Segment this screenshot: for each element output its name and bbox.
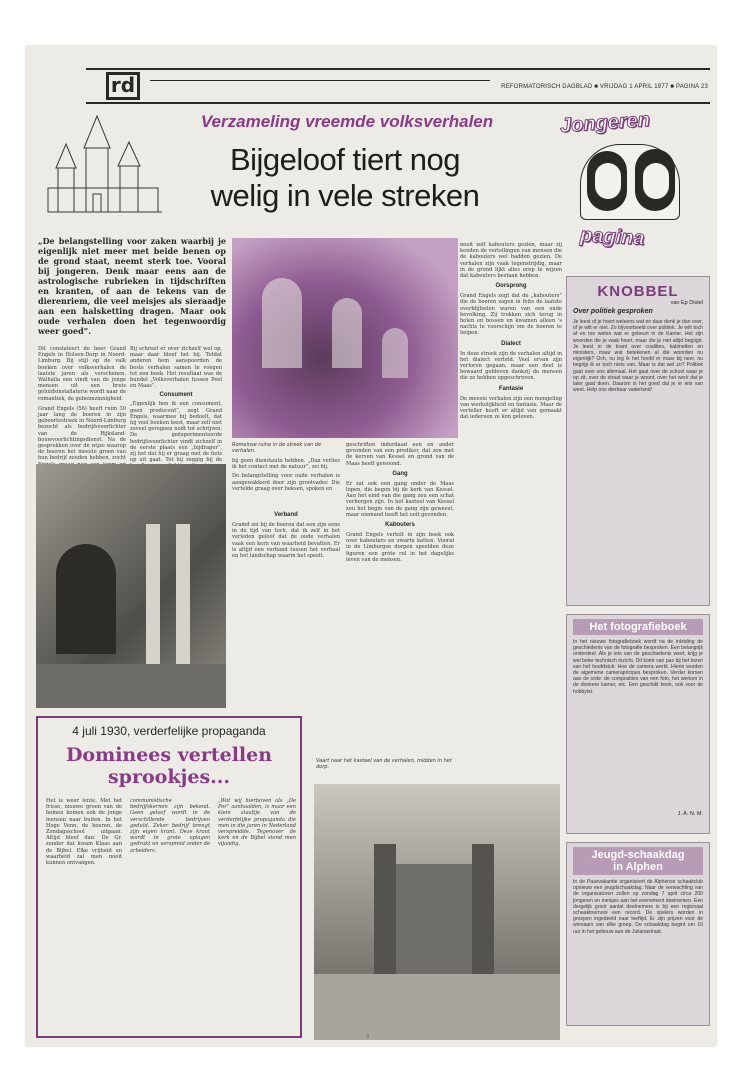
faces-illustration [580,144,680,220]
propaganda-col1: Het is weer lente. Met het frisse, nieuwe groen van de bomen komen ook de jonge mensen naar buiten. In het Hoge Venn, de boeren, de Zondagsschool uitgaan. Altijd bleef dan: De Gr. zonder dat kwam Klaas aan de Bijbel. Elke vrijheid en waarheid zal men nooit kunnen ontvangen. [46,798,122,867]
knobbel-byline: van Ep Distel [670,300,703,306]
knobbel-text: Je leest of je hoort weleens wat en daar denk je dan over, of je wilt er niet. Zo bijvoorbeeld over politiek. Je wilt toch af en toe weten wat er gebeurt in de Kamer. Het zijn woorden die je vaak hoort, maar die je niet altijd begrijpt. Je leest in de krant over coalities, kabinetten en ministers, maar wat betekenen al die woorden nu eigenlijk? Och, nu leg ik het hoofd er maar bij neer, nu begrijp ik er toch niets van. Maar is dat wel zo? Politiek gaat over ons allemaal. Het gaat over de school waar je op zit, over de straat waar je woont, over het werk dat je later gaat doen. Daarom is het goed dat je er iets van weet. Help ons dierbaar vaderland! [573,319,703,394]
castle-illustration [38,108,168,228]
subhead-dialect: Dialect [501,340,521,347]
propaganda-head: 4 juli 1930, verderfelijke propaganda [72,724,266,738]
col3-para2: De belangstelling voor oude verhalen is aangewakkerd door zijn grootvader. Die vertelde graag over heksen, spoken en [232,473,340,492]
headline-line2: welig in vele streken [210,178,480,213]
article-col4 [346,442,454,654]
subhead-verband: Verband [274,512,298,518]
ruin-photo [232,238,458,438]
propaganda-col3: „Wat wij hierboven als „De Por” aanhaalden, is maar een klein staaltje van de verderfelijke propaganda die men in die jaren in Nederland verspreidde. Tegenover de kerk en de Bijbel stond men vijandig. [218,798,296,848]
col4-para3: Grand Engels vertelt in zijn boek ook over kabouters en zwarte katten. Vooral in de Limburgse dorpen speelden deze figuren een grote rol in het dagelijks leven van de mensen. [346,532,454,563]
courtyard-photo [36,464,226,708]
rd-logo: rd [106,72,140,100]
headline-line1: Bijgeloof tiert nog [229,142,461,177]
knobbel-subtitle: Over politiek gesproken [573,308,653,315]
castle-photo-caption: Vaart naar het kasteel van de verhalen, midden in het dorp. [316,758,452,770]
propaganda-col2: communistische bedrijfskernen zijn bekend. Geen geloof wordt in de verschillende bedrijven geduld. Zeker bedrijf brengt zijn eigen krant. Deze krant wordt in grote oplagen gedrukt en verspreid onder de arbeiders. [130,798,210,854]
col2-para2: „Eigenlijk ben ik een consument, geen producent”, zegt Grand Engels, waarmee hij bedoelt, dat hij veel boeken leest, maar zelf niet zoveel geregeen nodt tot schrijven. De geëxperimenteerde bedrijfsvoorlichter vindt zichzelf in de eerste plaats een „bijdrager”, zij het dat hij er graag met de fiets op uit gaat. Tot hij zeggig bij de [130,401,222,464]
newspaper-page [26,46,716,1046]
article-col1 [38,346,126,462]
article-lead: „De belangstelling voor zaken waarbij je eigenlijk niet meer met beide benen op de grond staat, neemt sterk toe. Vooral bij jongeren. Denk maar eens aan de astrologische rubrieken in tijdschriften en kranten, of aan de tekens van de dierenriem, die veel meisjes als sieraadje aan een halsketting dragen. Maar ook oude verhalen doen het tegenwoordig weer goed”. [38,236,226,336]
jongeren-label: Jongeren [559,108,651,138]
propaganda-box [36,716,302,1038]
propaganda-title [38,744,300,788]
schaakdag-title-line1: Jeugd-schaakdag [591,849,685,861]
article-col3 [232,458,340,502]
propaganda-title-line1: Dominees vertellen [65,744,273,766]
schaakdag-text: In de Paasvakantie organiseert de Alphense schaakclub opnieuw een jeugdschaakdag. Naar de verwachting van de organisatoren zullen op zondag 7 april circa 200 jongeren en meisjes aan het evenement deelnemen. Een dergelijk groot aantal deelnemers is bij een regionaal schaaktoernooi een record. De spelers worden in groepen ingedeeld naar leeftijd. Er zijn prijzen voor de winnaars van elke groep. De schaakdag begint om 10 uur in het gebouw aan de Julianastraat. [573,879,703,935]
knobbel-box [566,276,710,606]
subhead-gang: Gang [392,470,408,477]
col5-para3: In deze streek zijn de verhalen altijd in het dialect verteld. Veel ervan zijn verloren gegaan, maar een deel is bewaard gebleven dankzij de mensen die ze hebben opgeschreven. [460,350,562,382]
col4-para1: geschriften inderdaad een en ander gevonden van een prediker, dat zou met de kerven van Kessel en grond van de Maas heeft gewoond. [346,442,454,467]
propaganda-title-line2: sprookjes... [107,766,230,788]
article-headline [176,142,514,214]
subhead-consument: Consument [159,392,193,399]
col3-para3: Gramd zei bij de boeren dat een zijn eens in de tijd van toch, dat ik zelf in het verleden geloof dat de oude verhalen vaak een kern van waarheid bevatten. Er is altijd een verband tussen het verhaal en het landschap waarin het speelt. [232,522,340,560]
subhead-oorsprong: Oorsprong [495,283,527,290]
ruin-photo-caption: Romeinse ruïne in de streek van de verhalen. [232,442,322,454]
col5-para1: nooit zelf kabouters gezien, maar zij kenden de vertellingen van mensen die de kabouters wel hadden gezien. De verhalen zijn vaak tegenstrijdig, maar in de grond lijkt alles erop te wijzen dat kabouters bestaan hebben. [460,242,562,280]
fotografieboek-signature: J. A. N. M. [677,811,703,817]
knobbel-title: KNOBBEL [597,283,679,300]
header-rule [86,102,710,104]
jongeren-pagina-header [546,108,710,258]
article-col3-lower [232,508,340,744]
masthead-meta: REFORMATORISCH DAGBLAD ■ VRIJDAG 1 APRIL 1977 ■ PAGINA 23 [501,84,708,90]
col3-para1: bij geen dienstauto hebben. „Dan verlies ik het contact met de natuur”, zei hij. [232,458,340,471]
top-rule [86,68,710,70]
col1-para2: Grand Engels (56) heeft ruim 30 jaar lang de boeren in zijn geboortestreek in Noord-Limburg bezocht als bedrijfsvoorlichter van de Rijksland-bouwvoorlichtingsdienst. Na de gesprekken over de wijze waarop de boeren het meeste groen van hun bedrijf zouden hebben, zocht [38,405,126,462]
col1-para1: Dit constateert de heer Grand Engels in Holsen-Dorp in Noord-Limburg. Bij stijl op de valk boeken over volksverhalen de laatste jaren als verschenen. Walhalla een vindt van de jonge mensen uit een bruis geluidsinstallaterie wordt naar de romantiek, de geheimzinnigheid. [38,346,126,402]
schaakdag-title-line2: in Alphen [613,861,663,873]
schaakdag-title [573,847,703,875]
col4-para2: Er zat ook een gang onder de Maas lopen, die begon bij de kerk van Kessel. Aan het eind van die gang zou een schat verborgen zijn. In het kasteel van Kessel zou het begin van de gang zijn geweest, maar niemand heeft het ooit gevonden. [346,480,454,518]
col5-para4: De meeste verhalen zijn een mengeling van werkelijkheid en fantasie. Maar de verteller heeft er altijd van gemaakt dat iedereen ze kon geloven. [460,395,562,421]
article-col5 [460,242,562,780]
sidebar [566,266,710,1026]
col2-para1: Bij schreef er over zichzelf wel op, maar daar bleef het bij. Totdat anderen hem aanspoorden de beste verhalen samen te voegen tot een boek. Het resultaat was de bundel „Volksverhalen tussen Peel en Maas”. [130,346,222,390]
subhead-kabouters: Kabouters [385,522,415,529]
schaakdag-box [566,842,710,1026]
pagina-label: pagina [579,224,646,250]
fotografieboek-text: In het nieuwe fotografieboek wordt na de inleiding de geschiedenis van de fotografie besproken. Een belangrijk onderdeel. Als je iets van de geschiedenis weet, krijg je wel beter technisch inzicht. Dit komt van pas bij het lezen van het hoofdstuk: Hoe de camera werkt. Hierin worden de algemene camerapricipes besproken. Verder komen aan de orde: de composities van een foto, het werken in de donkere kamer, etc. Een geschikt boek, ook voor de hobbyist. [573,639,703,695]
fotografieboek-box [566,614,710,834]
col5-para2: Grand Engels zegt dat de „kabouters” die de boeren zagen in feite de laatste overblijfselen waren van een oude bevolking. Zij trokken zich terug in holen en bossen en kwamen alleen 's nachts te voorschijn om de boeren te helpen. [460,293,562,337]
castle-photo [314,784,560,1040]
page-mark: 6 [366,1034,370,1040]
subhead-fantasie: Fantasie [498,385,524,392]
header-thin-rule [150,80,490,81]
article-kicker: Verzameling vreemde volksverhalen [200,112,494,131]
article-col2 [130,346,222,464]
fotografieboek-title: Het fotografieboek [573,619,703,635]
